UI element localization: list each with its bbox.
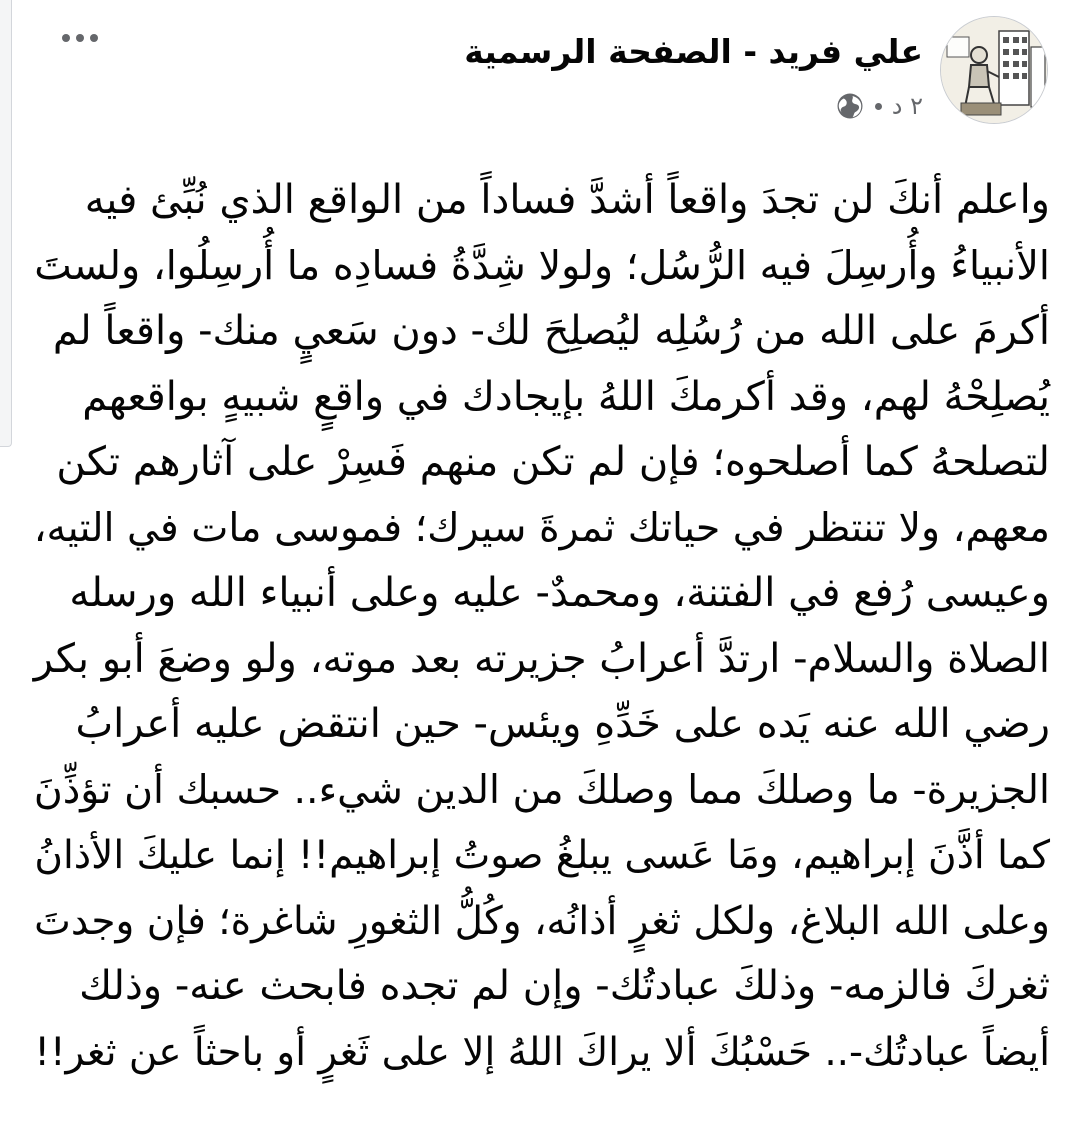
post-text-line: ثغركَ فالزمه- وذلكَ عبادتُك- وإن لم تجده فابحث عنه- وذلك [79,963,1050,1009]
author-name[interactable]: علي فريد - الصفحة الرسمية [464,32,923,71]
post-text-line: كما أذَّنَ إبراهيم، ومَا عَسى يبلغُ صوتُ إبراهيم!! إنما عليكَ الأذانُ [34,833,1050,878]
post-time[interactable]: ٢ د [891,92,923,120]
post-text-line: لتصلحهُ كما أصلحوه؛ فإن لم تكن منهم فَسِرْ على آثارهم تكن [56,439,1050,485]
more-dot [90,34,98,42]
globe-icon[interactable] [835,91,865,121]
post-meta [835,88,923,124]
post-text-line: أيضاً عبادتُك-.. حَسْبُكَ ألا يراكَ اللهُ إلا على ثَغرٍ أو باحثاً عن ثغر!! [34,1029,1050,1075]
post-text-line: واعلم أنكَ لن تجدَ واقعاً أشدَّ فساداً من الواقع الذي نُبِّئ فيه [84,177,1050,223]
post-text-line: معهم، ولا تنتظر في حياتك ثمرةَ سيرك؛ فموسى مات في التيه، [33,504,1050,551]
post-text-line: وعلى الله البلاغ، ولكل ثغرٍ أذانُه، وكُلُّ الثغورِ شاغرة؛ فإن وجدتَ [34,898,1050,944]
separator-dot [875,103,882,110]
post-text-line: الجزيرة- ما وصلكَ مما وصلكَ من الدين شيء.. حسبك أن تؤذِّنَ [33,766,1050,813]
post-text-line: يُصلِحْهُ لهم، وقد أكرمكَ اللهُ بإيجادك في واقعٍ شبيهٍ بواقعهم [82,373,1050,420]
more-dot [62,34,70,42]
avatar[interactable] [940,16,1048,124]
post-text-line: رضي الله عنه يَده على خَدِّهِ ويئس- حين انتقض عليه أعرابُ [75,701,1050,747]
post-text-line: وعيسى رُفع في الفتنة، ومحمدٌ- عليه وعلى أنبياء الله ورسله [69,570,1050,616]
post-text-line: الصلاة والسلام- ارتدَّ أعرابُ جزيرته بعد موته، ولو وضعَ أبو بكر [33,635,1050,682]
avatar-illustration [941,17,1047,123]
post-header [48,16,1048,126]
post-text-line: الأنبياءُ وأُرسِلَ فيه الرُّسُل؛ ولولا شِدَّةُ فسادِه ما أُرسِلُوا، ولستَ [34,242,1050,289]
more-dot [76,34,84,42]
post-body [34,168,1050,1085]
post-text-line: أكرمَ على الله من رُسُلِه ليُصلِحَ لك- دون سَعيٍ منك- واقعاً لم [52,308,1050,354]
more-options-button[interactable] [58,26,102,50]
